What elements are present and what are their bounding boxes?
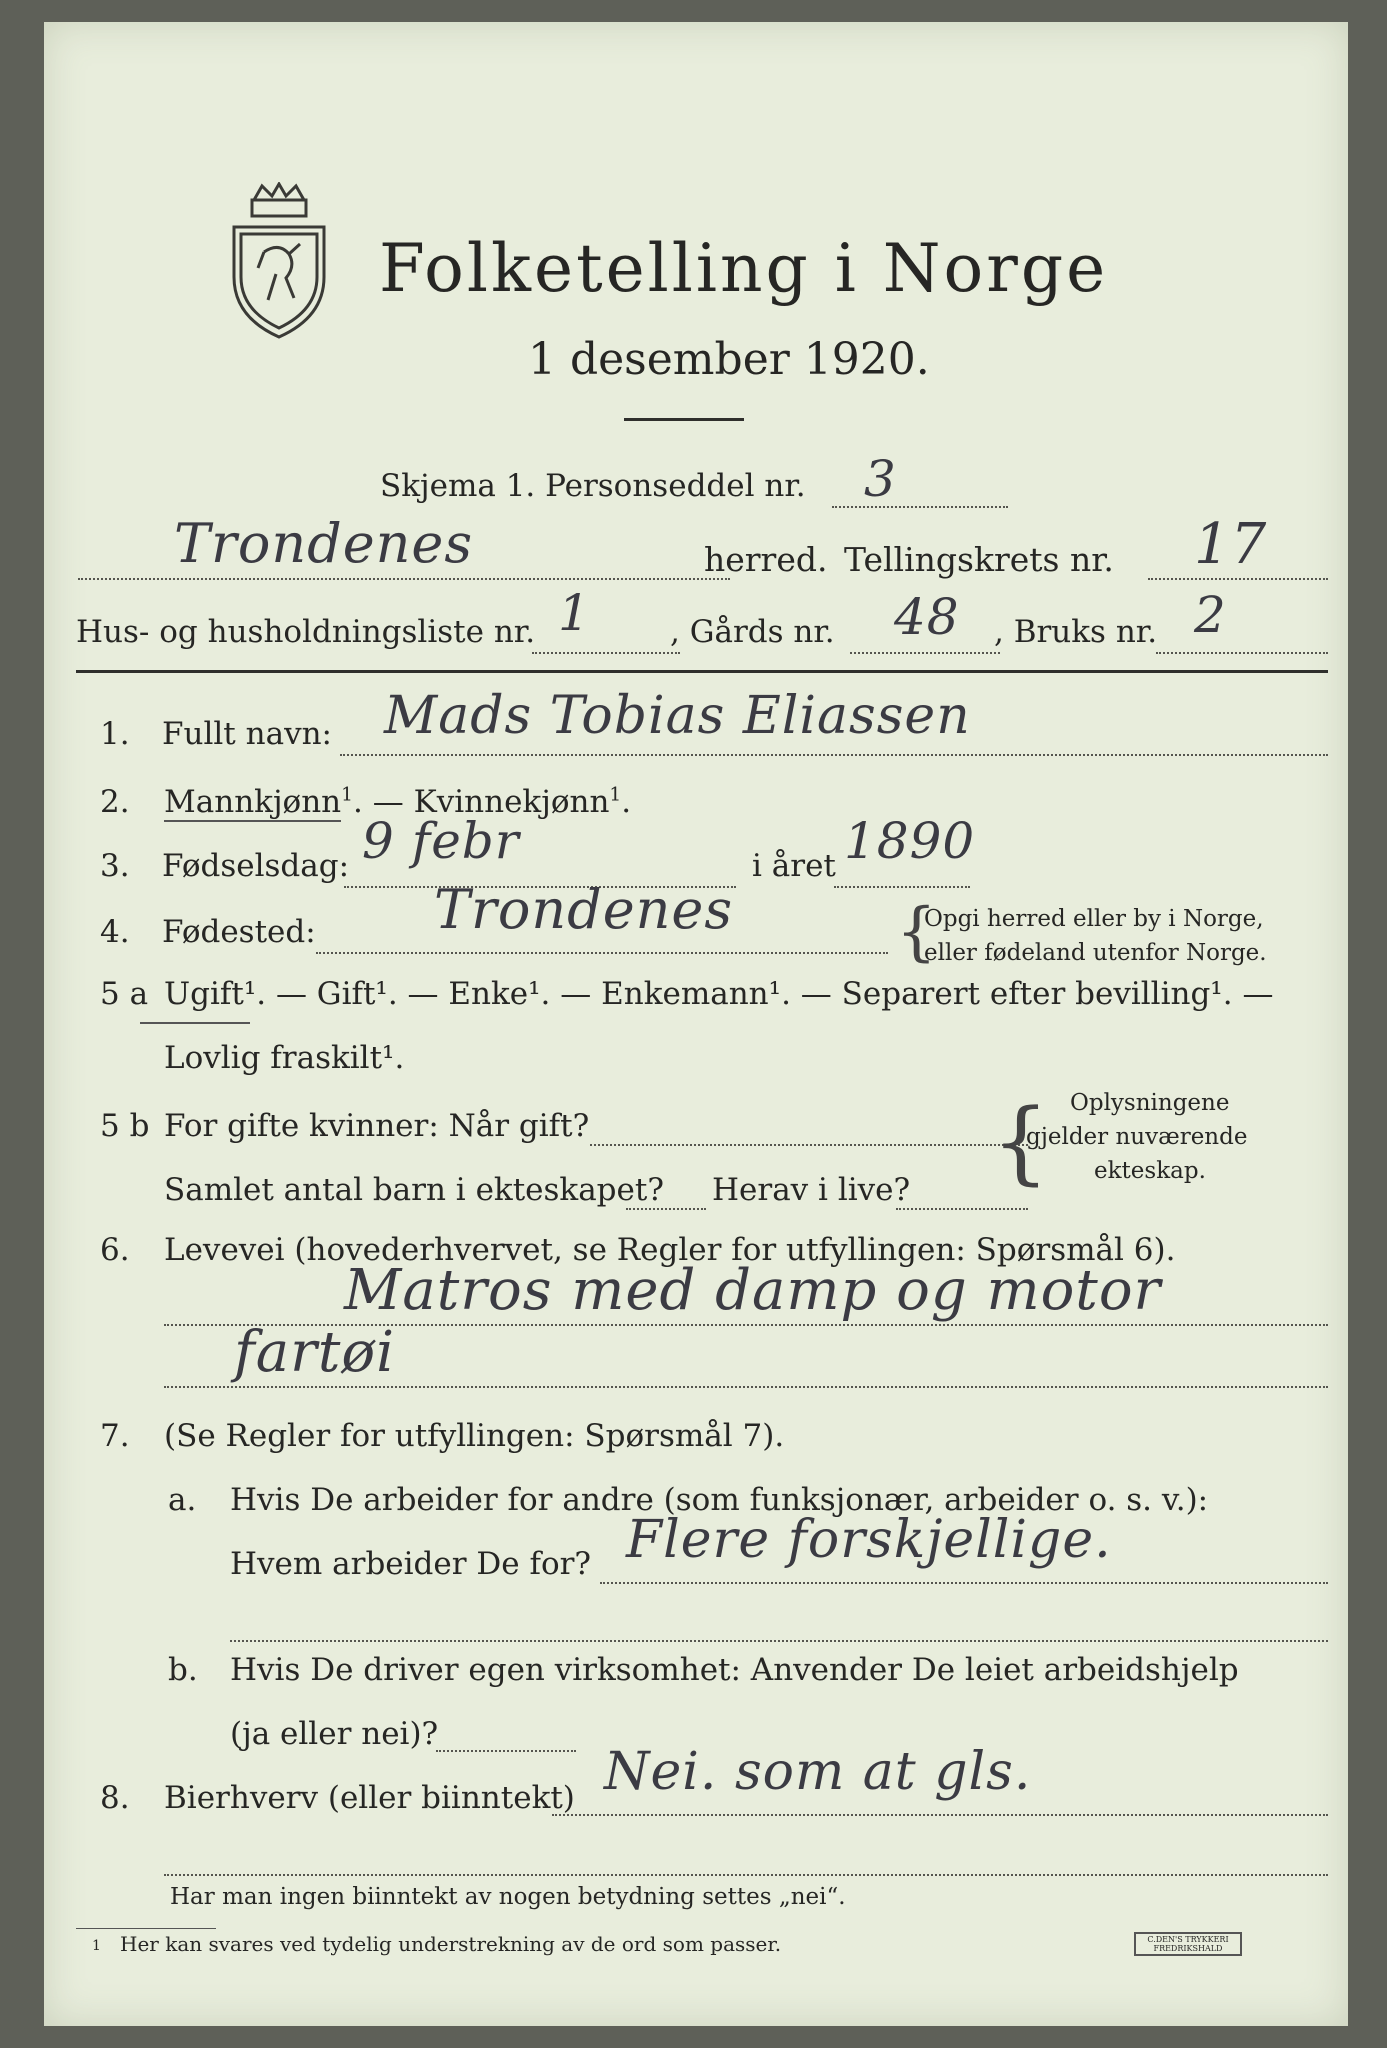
tellingskrets-label: Tellingskrets nr. [844,540,1114,579]
q7a-field-line2 [230,1640,1328,1642]
q7b-question-line2: (ja eller nei)? [230,1716,439,1752]
skjema-value[interactable]: 3 [864,450,897,508]
printer-stamp: C.DEN'S TRYKKERI FREDRIKSHALD [1134,1932,1242,1956]
hus-value[interactable]: 1 [558,584,591,642]
q5b-note-line3: ekteskap. [1094,1158,1206,1184]
q5b-note-brace: { [992,1090,1050,1195]
q4-field-line [316,952,888,954]
q3-year-label: i året [752,848,836,884]
header-divider [76,670,1328,673]
norwegian-coat-of-arms-icon [224,182,334,342]
q1-number: 1. [100,716,130,752]
q1-field-line [340,754,1328,756]
q5b-children-field-line [626,1208,706,1210]
q7-number: 7. [100,1418,130,1454]
q5b-note-line2: gjelder nuværende [1026,1124,1248,1150]
footnote-text: Her kan svares ved tydelig understrekning av de ord som passer. [120,1932,782,1956]
q8-label: Bierhverv (eller biinntekt) [164,1780,575,1816]
q1-full-name-value[interactable]: Mads Tobias Eliassen [384,686,971,746]
q5a-ugift-underline [140,1022,250,1024]
gards-field-line [850,652,1000,654]
q6-label: Levevei (hovederhvervet, se Regler for utfyllingen: Spørsmål 6). [164,1232,1176,1268]
q5a-options-line1[interactable]: Ugift¹. — Gift¹. — Enke¹. — Enkemann¹. — Separert efter bevilling¹. — [164,976,1274,1012]
q5b-note-line1: Oplysningene [1070,1090,1230,1116]
q5b-alive-label: Herav i live? [712,1172,911,1208]
q6-occupation-value-line1[interactable]: Matros med damp og motor [344,1258,1162,1323]
q4-number: 4. [100,914,130,950]
q4-note-brace: { [896,895,937,969]
footer-note: Har man ingen biinntekt av nogen betydning settes „nei“. [170,1884,846,1910]
title-divider [624,418,744,421]
bruks-value[interactable]: 2 [1194,586,1227,644]
q3-year-field-line [834,886,970,888]
q7a-question-line2: Hvem arbeider De for? [230,1546,592,1582]
q2-number: 2. [100,784,130,820]
q5b-married-field-line [590,1144,1028,1146]
q4-note-line1: Opgi herred eller by i Norge, [924,906,1264,932]
q8-field-line2 [164,1874,1328,1876]
q7b-question-line1: Hvis De driver egen virksomhet: Anvender De leiet arbeidshjelp [230,1652,1239,1688]
footnote-mark: 1 [92,1938,101,1954]
skjema-label: Skjema 1. Personseddel nr. [380,468,806,504]
q7b-letter: b. [168,1652,198,1688]
q3-label: Fødselsdag: [162,848,350,884]
q6-field-line2 [164,1386,1328,1388]
q5b-children-label: Samlet antal barn i ekteskapet? [164,1172,664,1208]
q7a-letter: a. [168,1482,197,1518]
form-subtitle: 1 desember 1920. [528,334,930,385]
q2-female-option[interactable]: Kvinnekjønn [413,784,610,820]
herred-value[interactable]: Trondenes [174,512,474,575]
q3-number: 3. [100,848,130,884]
gards-label: , Gårds nr. [670,614,835,650]
q7-label: (Se Regler for utfyllingen: Spørsmål 7). [164,1418,785,1454]
herred-field-line [78,578,730,580]
hus-label: Hus- og husholdningsliste nr. [76,614,536,650]
hus-field-line [532,652,680,654]
q1-label: Fullt navn: [162,716,332,752]
q7a-field-line1 [600,1582,1328,1584]
q7b-field-line [436,1750,576,1752]
q6-number: 6. [100,1232,130,1268]
bruks-label: , Bruks nr. [994,614,1158,650]
q4-note-line2: eller fødeland utenfor Norge. [924,940,1267,966]
footnote-divider [76,1928,216,1929]
q2-options: Mannkjønn$^1$. — Kvinnekjønn$^1$. [164,784,632,820]
q5a-number: 5 a [100,976,149,1012]
q8-number: 8. [100,1780,130,1816]
census-form-sheet [44,22,1348,2026]
q8-side-income-value[interactable]: Nei. som at gls. [604,1742,1032,1802]
q7a-question-line1: Hvis De arbeider for andre (som funksjonær, arbeider o. s. v.): [230,1482,1209,1518]
q5b-married-label: For gifte kvinner: Når gift? [164,1108,590,1144]
tellingskrets-value[interactable]: 17 [1194,512,1268,577]
q3-year-value[interactable]: 1890 [844,812,976,870]
q4-label: Fødested: [162,914,316,950]
q5b-alive-field-line [896,1208,1028,1210]
q5a-options-line2[interactable]: Lovlig fraskilt¹. [164,1040,405,1076]
q4-birthplace-value[interactable]: Trondenes [434,878,734,941]
q2-male-option[interactable]: Mannkjønn [164,784,342,820]
q6-occupation-value-line2[interactable]: fartøi [234,1320,396,1385]
q5b-number: 5 b [100,1108,150,1144]
bruks-field-line [1156,652,1328,654]
form-title: Folketelling i Norge [379,230,1109,307]
skjema-field-line [832,506,1008,508]
gards-value[interactable]: 48 [894,588,960,646]
tellingskrets-field-line [1148,578,1328,580]
q3-birthday-value[interactable]: 9 febr [362,812,520,870]
q7a-employer-value[interactable]: Flere forskjellige. [626,1510,1112,1570]
herred-label: herred. [704,540,828,579]
q8-field-line1 [552,1814,1328,1816]
